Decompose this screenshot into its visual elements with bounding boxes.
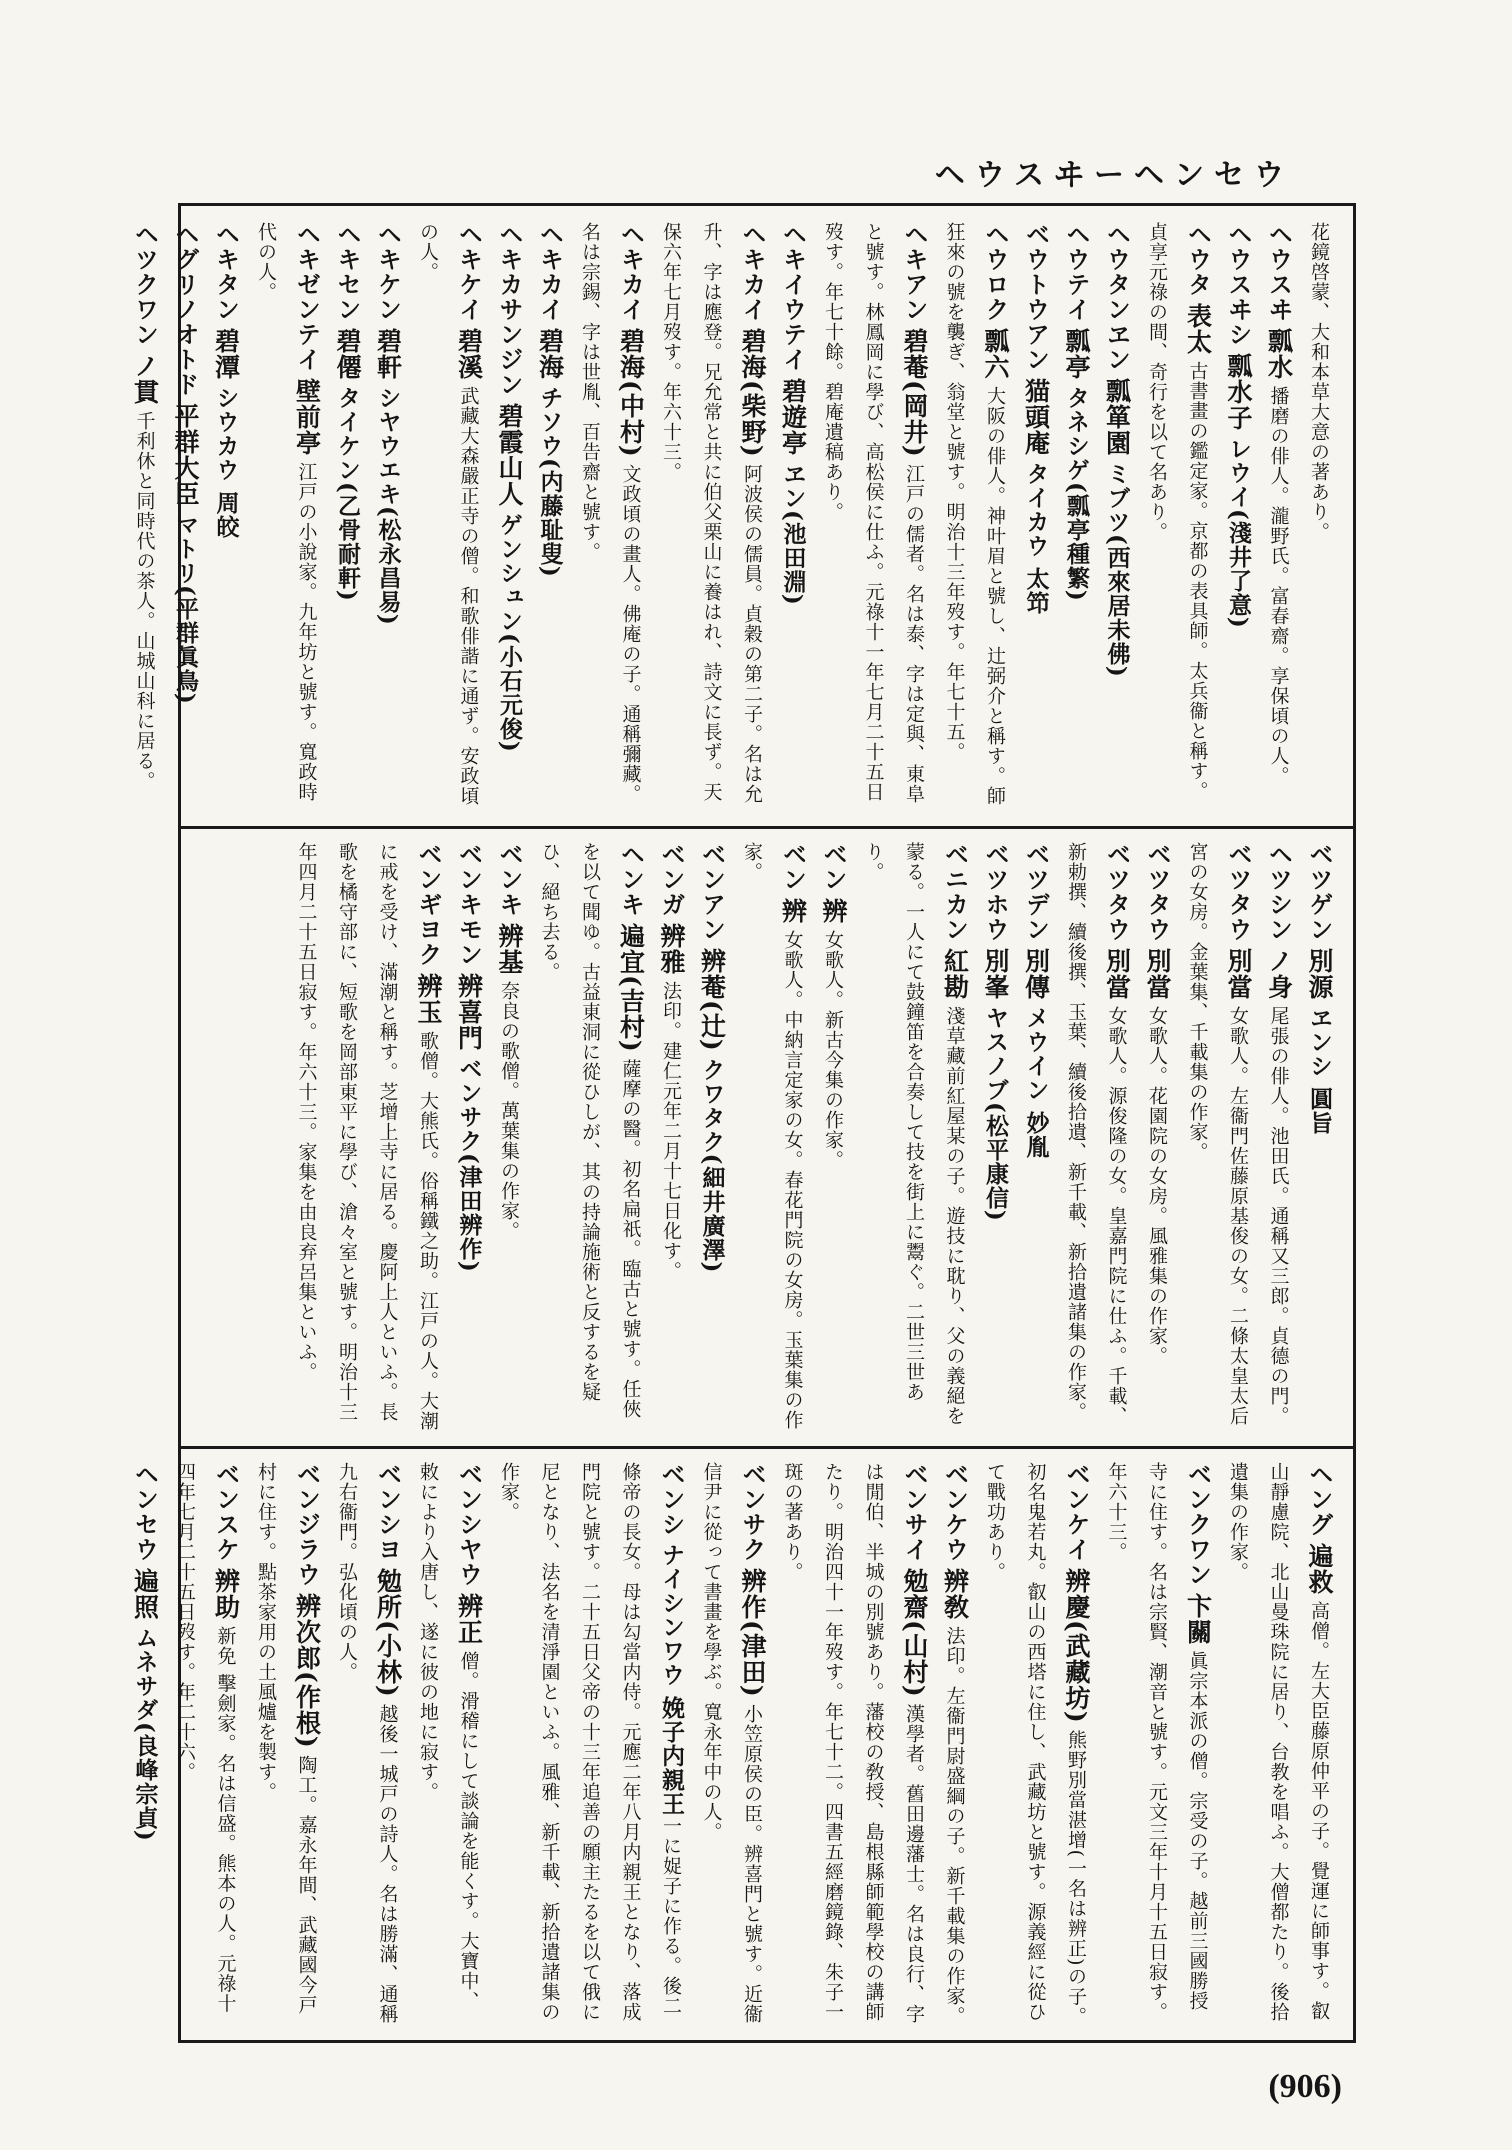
text-block-middle [195, 842, 1339, 1436]
dictionary-entry [1299, 222, 1340, 816]
entry-reading: ベニカン [940, 842, 969, 942]
entry-description: 薩摩の醫。初名扁祇。臨古と號す。任俠を以て聞ゆ。古益東洞に從ひしが、其の持論施術と反するを疑ひ、絕ち去る。 [538, 842, 642, 1419]
dictionary-entry [570, 222, 651, 816]
dictionary-entry [1015, 842, 1056, 1436]
entry-alias: タネシゲ(瓢亭種繁) [1063, 386, 1090, 602]
entry-description: 阿波侯の儒員。貞穀の第二子。名は允升、字は應登。兄允常と共に伯父栗山に養はれ、詩文に長ず。天保六年七月歿す。年六十三。 [660, 222, 763, 804]
entry-description: 小笠原侯の臣。辨喜門と號す。近衞信尹に從って書畫を學ぶ。寬永年中の人。 [700, 1462, 763, 2024]
dictionary-entry [691, 842, 732, 1436]
entry-reading: ヘウスヰ [1264, 222, 1293, 322]
entry-reading: ベンシ [657, 1462, 685, 1537]
entry-headword: 辨喜門 [454, 973, 484, 1051]
entry-headword: 瓢六 [981, 328, 1010, 380]
entry-headword: 碧遊亭 [778, 378, 808, 456]
entry-alias: ヱンシ 圓旨 [1306, 1006, 1333, 1136]
dictionary-entry [1096, 1462, 1218, 2028]
entry-reading: ヘウスヰシ [1224, 222, 1252, 347]
entry-reading: ベンキ [495, 842, 523, 917]
entry-alias: クワタク(細井廣澤) [698, 1057, 726, 1274]
block-divider-bottom [181, 1446, 1353, 1449]
dictionary-entry [934, 222, 1015, 816]
dictionary-entry [813, 222, 935, 816]
entry-reading: ヘツクワン [130, 222, 159, 347]
dictionary-entry [1056, 222, 1097, 816]
dictionary-entry [448, 842, 489, 1436]
entry-reading: ベツホウ [981, 842, 1009, 942]
entry-headword: 勉齋(山村) [900, 1568, 929, 1698]
dictionary-entry [732, 842, 813, 1436]
entry-headword: 辨菴(辻) [697, 948, 727, 1052]
entry-description: 新免 擊劍家。名は信盛。熊本の人。元祿十四年七月二十五日歿す。年二十六。 [174, 1462, 237, 2014]
entry-headword: 猫頭庵 [1021, 378, 1051, 456]
entry-description: 歌僧。大熊氏。俗稱鐵之助。江戸の人。大潮に戒を受け、滿潮と稱す。芝增上寺に居る。慶阿上人といふ。長歌を橘守部に、短歌を岡部東平に學び、滄々室と號す。明治十三年四月二十五日寂す。年六十三。家集を由良弃呂集といふ。 [295, 842, 439, 1431]
entry-reading: ヘンセウ [130, 1462, 159, 1562]
entry-reading: ヘウタ [1183, 222, 1212, 297]
text-block-bottom [130, 1462, 1339, 2028]
dictionary-entry [124, 1462, 165, 2028]
entry-headword: 卞關 [1183, 1593, 1213, 1645]
entry-description: 越後一城戸の詩人。名は勝滿、通稱九右衞門。弘化頃の人。 [336, 1462, 399, 2024]
entry-reading: ベンガ [657, 842, 685, 917]
page-frame [130, 203, 1356, 2043]
entry-reading: ベンシヨ [373, 1462, 402, 1562]
entry-description: 陶工。嘉永年間、武藏國今戸村に住す。點茶家用の土風爐を製す。 [255, 1462, 318, 2015]
dictionary-entry [1137, 842, 1178, 1436]
entry-headword: 紅勘 [940, 948, 970, 1000]
page-number: (906) [1268, 2068, 1342, 2105]
entry-headword: ノ身 [1264, 948, 1294, 1000]
entry-alias: タイケン(乙骨耐軒) [334, 386, 361, 602]
entry-reading: ベンサイ [900, 1462, 928, 1562]
entry-headword: 瓢箪園 [1102, 378, 1132, 456]
entry-reading: ベツデン [1021, 842, 1050, 942]
entry-headword: 辨玉 [414, 973, 443, 1025]
entry-headword: 碧海(柴野) [738, 328, 767, 458]
dictionary-entry [246, 1462, 327, 2028]
entry-alias: レウイ(淺井了意) [1225, 437, 1252, 629]
entry-description: 女歌人。花園院の女房。風雅集の作家。 [1146, 1006, 1168, 1366]
entry-headword: 碧僊 [333, 328, 362, 380]
entry-reading: ヘキカイ [535, 222, 564, 322]
entry-headword: 辨次郎(作根) [292, 1593, 322, 1749]
entry-alias: メウイン 妙胤 [1022, 1006, 1050, 1160]
entry-description: 古書畫の鑑定家。京都の表具師。太兵衞と稱す。貞享元祿の間、奇行を以て名あり。 [1146, 222, 1209, 801]
entry-headword: 別源 [1305, 948, 1334, 1000]
entry-description: 大阪の俳人。神叶眉と號し、辻弼介と稱す。師狂來の號を襲ぎ、翁堂と號す。明治十三年歿す。年七十五。 [943, 222, 1006, 806]
entry-headword: 辨雅 [657, 923, 686, 975]
dictionary-entry [367, 222, 408, 816]
entry-headword: 瓢亭 [1062, 328, 1091, 380]
entry-headword: 碧海 [535, 328, 565, 380]
entry-alias: シウカウ 周皎 [212, 386, 240, 540]
entry-description: 奈良の歌僧。萬葉集の作家。 [498, 981, 520, 1241]
entry-description: 僧。滑稽にして談論を能くす。大寶中、敕により入唐し、遂に彼の地に寂す。 [417, 1462, 480, 2011]
entry-description: 法印。左衞門尉盛綱の子。新千載集の作家。 [943, 1626, 966, 2026]
entry-headword: 碧軒 [373, 328, 403, 380]
entry-headword: 辨助 [211, 1568, 241, 1620]
entry-reading: ヘキケイ [454, 222, 483, 322]
entry-description: 一に娖子に作る。後二條帝の長女。母は勾當内侍。元應二年八月内親王となり、落成門院と號す。二十五日父帝の十三年追善の願主たるを以て俄に尼となり、法名を清淨園といふ。風雅、新千載、新拾遺諸集の作家。 [498, 1462, 682, 2022]
entry-headword: 辨作(津田) [738, 1568, 767, 1698]
dictionary-entry [1056, 842, 1137, 1436]
entry-headword: 壁前亭 [292, 378, 322, 456]
entry-headword: 別傳 [1021, 948, 1051, 1000]
entry-headword: 別當 [1224, 948, 1253, 1000]
entry-headword: 辨基 [495, 923, 524, 975]
dictionary-entry [691, 1462, 772, 2028]
entry-alias: ゲンシュン(小石元俊) [496, 513, 523, 753]
entry-reading: ヘンキ [616, 842, 645, 917]
entry-description: 法印。建仁元年二月十七日化す。 [660, 981, 682, 1281]
entry-headword: 勉所(小林) [373, 1568, 403, 1698]
entry-headword: 別峯 [981, 948, 1010, 1000]
entry-alias: ミブツ(西來居未佛) [1103, 462, 1131, 678]
entry-headword: 遍照 [130, 1568, 160, 1620]
dictionary-entry [489, 1462, 692, 2028]
dictionary-entry [772, 222, 813, 816]
entry-headword: 遍救 [1305, 1543, 1334, 1595]
entry-headword: 平群大臣 [171, 403, 200, 507]
dictionary-entry [1137, 222, 1218, 816]
entry-description: 播磨の俳人。瀧野氏。富春齋。享保頃の人。 [1267, 386, 1290, 786]
dictionary-entry [1096, 222, 1137, 816]
entry-reading: ベンサク [738, 1462, 766, 1562]
entry-reading: ベンアン [697, 842, 726, 942]
entry-headword: 瓢水 [1264, 328, 1294, 380]
entry-reading: ヘキカサンジン [495, 222, 523, 397]
entry-reading: ベツゲン [1305, 842, 1333, 942]
entry-reading: ベンシヤウ [454, 1462, 483, 1587]
entry-reading: ヘウロク [981, 222, 1009, 322]
dictionary-entry [1299, 842, 1340, 1436]
entry-reading: ヘキタン [211, 222, 240, 322]
entry-reading: ヘキアン [900, 222, 928, 322]
dictionary-entry [529, 842, 651, 1436]
entry-alias: ヱン(池田淵) [779, 462, 807, 606]
entry-headword: 辨 [778, 898, 808, 924]
dictionary-entry [1258, 222, 1299, 816]
entry-headword: 別當 [1143, 948, 1172, 1000]
dictionary-entry [772, 1462, 934, 2028]
entry-reading: ベンキモン [454, 842, 483, 967]
entry-alias: マトリ(平群眞鳥) [172, 513, 199, 705]
block-divider-top [181, 826, 1353, 829]
entry-alias: チソウ(内藤耻叟) [536, 386, 564, 578]
entry-reading: ヘキカイ [616, 222, 645, 322]
dictionary-entry [205, 222, 246, 816]
entry-headword: 辨敎 [940, 1568, 970, 1620]
entry-reading: ヘグリノオトド [171, 222, 199, 397]
entry-headword: 碧潭 [211, 328, 241, 380]
entry-alias: ナイシンワウ 娩子内親王 [658, 1543, 685, 1817]
dictionary-entry [489, 222, 530, 816]
dictionary-entry [651, 842, 692, 1436]
entry-description: 花鏡啓蒙、大和本草大意の著あり。 [1308, 222, 1330, 542]
entry-alias: ムネサダ(良峰宗貞) [131, 1626, 159, 1842]
entry-headword: 碧溪 [454, 328, 484, 380]
entry-description: 眞宗本派の僧。宗受の子。越前三國勝授寺に住す。名は宗賢、潮音と號す。元文三年十月十五日寂す。年六十三。 [1105, 1462, 1209, 2022]
entry-headword: 瓢水子 [1224, 353, 1253, 431]
entry-headword: 辨慶(武藏坊) [1062, 1568, 1091, 1724]
dictionary-entry [934, 1462, 975, 2028]
entry-reading: ヘウテイ [1062, 222, 1090, 322]
dictionary-entry [853, 842, 975, 1436]
entry-description: 高僧。左大臣藤原仲平の子。覺運に師事す。叡山靜慮院、北山曼珠院に居り、台教を唱ふ。大僧都たり。後拾遺集の作家。 [1227, 1462, 1330, 2022]
entry-description: 尾張の俳人。池田氏。通稱又三郎。貞德の門。 [1267, 1006, 1290, 1426]
entry-description: 武藏大森嚴正寺の僧。和歌俳諧に通ず。安政頃の人。 [417, 222, 480, 806]
entry-reading: ヘキセン [333, 222, 361, 322]
entry-reading: ベン [778, 842, 807, 892]
entry-headword: 碧霞山人 [495, 403, 524, 507]
dictionary-entry [1015, 222, 1056, 816]
entry-reading: ベンギヨク [414, 842, 442, 967]
entry-headword: 遍宜(吉村) [616, 923, 646, 1053]
entry-description: 文政頃の畫人。佛庵の子。通稱彌藏。名は宗錫、字は世胤、百告齋と號す。 [579, 222, 642, 804]
dictionary-entry [408, 1462, 489, 2028]
entry-description: 女歌人。中納言定家の女。春花門院の女房。玉葉集の作家。 [741, 842, 804, 1430]
entry-description: 淺草藏前紅屋某の子。遊技に耽り、父の義絕を蒙る。一人にて鼓鐘笛を合奏して技を街上に鬻ぐ。二世三世あり。 [862, 842, 966, 1426]
entry-description: 女歌人。源俊隆の女。皇嘉門院に仕ふ。千載、新勅撰、續後撰、玉葉、續後拾遺、新千載、新拾遺諸集の作家。 [1065, 842, 1128, 1426]
entry-reading: ベンケウ [940, 1462, 969, 1562]
dictionary-entry [651, 222, 773, 816]
entry-reading: ヘング [1305, 1462, 1333, 1537]
entry-reading: ベンスケ [211, 1462, 240, 1562]
dictionary-entry [975, 842, 1016, 1436]
entry-alias: タイカウ 太笻 [1022, 462, 1050, 616]
entry-reading: ヘキカイ [738, 222, 766, 322]
entry-description: 江戸の儒者。名は泰、字は定與、東阜と號す。林鳳岡に學び、高松侯に仕ふ。元祿十一年七月二十五日歿す。年七十餘。碧庵遺稿あり。 [822, 222, 925, 804]
entry-headword: 表太 [1183, 303, 1213, 355]
entry-reading: ヘツシン [1264, 842, 1293, 942]
dictionary-entry [124, 222, 165, 816]
entry-headword: 碧海(中村) [616, 328, 646, 458]
entry-reading: ヘキケン [373, 222, 402, 322]
dictionary-entry [1218, 222, 1259, 816]
entry-headword: 碧菴(岡井) [900, 328, 929, 458]
entry-description: 江戸の小說家。九年坊と號す。寬政時代の人。 [255, 222, 318, 802]
dictionary-entry [1258, 842, 1299, 1436]
dictionary-entry [1177, 842, 1258, 1436]
entry-headword: 辨正 [454, 1593, 484, 1645]
entry-reading: ヘウタンヱン [1102, 222, 1131, 372]
entry-description: 女歌人。左衞門佐藤原基俊の女。二條太皇太后宮の女房。金葉集、千載集の作家。 [1186, 842, 1249, 1426]
entry-reading: ベンケイ [1062, 1462, 1090, 1562]
dictionary-entry [246, 222, 327, 816]
entry-description: 千利休と同時代の茶人。山城山科に居る。 [133, 411, 156, 791]
dictionary-entry [975, 1462, 1097, 2028]
entry-reading: ベン [819, 842, 847, 892]
dictionary-entry [286, 842, 448, 1436]
text-block-top [130, 222, 1339, 816]
dictionary-entry [1218, 1462, 1340, 2028]
entry-reading: ベツタウ [1224, 842, 1252, 942]
entry-reading: ベツタウ [1102, 842, 1131, 942]
dictionary-entry [165, 1462, 246, 2028]
entry-reading: ヘキゼンテイ [292, 222, 321, 372]
dictionary-entry [327, 1462, 408, 2028]
entry-alias: ベンサク(津田辨作) [455, 1057, 483, 1273]
entry-alias: ヤスノブ(松平康信) [982, 1006, 1009, 1222]
entry-alias: シヤウエキ(松永昌易) [374, 386, 402, 626]
dictionary-entry [489, 842, 530, 1436]
dictionary-entry [408, 222, 489, 816]
dictionary-entry [813, 842, 854, 1436]
entry-reading: ベンジラウ [292, 1462, 321, 1587]
entry-headword: 別當 [1102, 948, 1132, 1000]
dictionary-entry [529, 222, 570, 816]
entry-reading: ベウトウアン [1021, 222, 1050, 372]
entry-reading: ベンクワン [1183, 1462, 1212, 1587]
entry-reading: ベツタウ [1143, 842, 1171, 942]
entry-description: 熊野別當湛增(一名は辨正)の子。初名鬼若丸。叡山の西塔に住し、武藏坊と號す。源義經に從ひて戰功あり。 [984, 1462, 1087, 2027]
entry-description: 女歌人。新古今集の作家。 [822, 930, 844, 1170]
entry-headword: ノ貫 [130, 353, 160, 405]
entry-headword: 辨 [819, 898, 848, 924]
entry-description: 漢學者。舊田邊藩士。名は良行、字は閒伯、半城の別號あり。藩校の敎授、島根縣師範學校の講師たり。明治四十一年歿す。年七十二。四書五經磨鏡錄、朱子一斑の著あり。 [781, 1462, 925, 2024]
dictionary-entry [165, 222, 206, 816]
dictionary-entry [327, 222, 368, 816]
entry-reading: ヘキイウテイ [778, 222, 807, 372]
running-head: ヘウスヰーヘンセウ [934, 158, 1294, 193]
